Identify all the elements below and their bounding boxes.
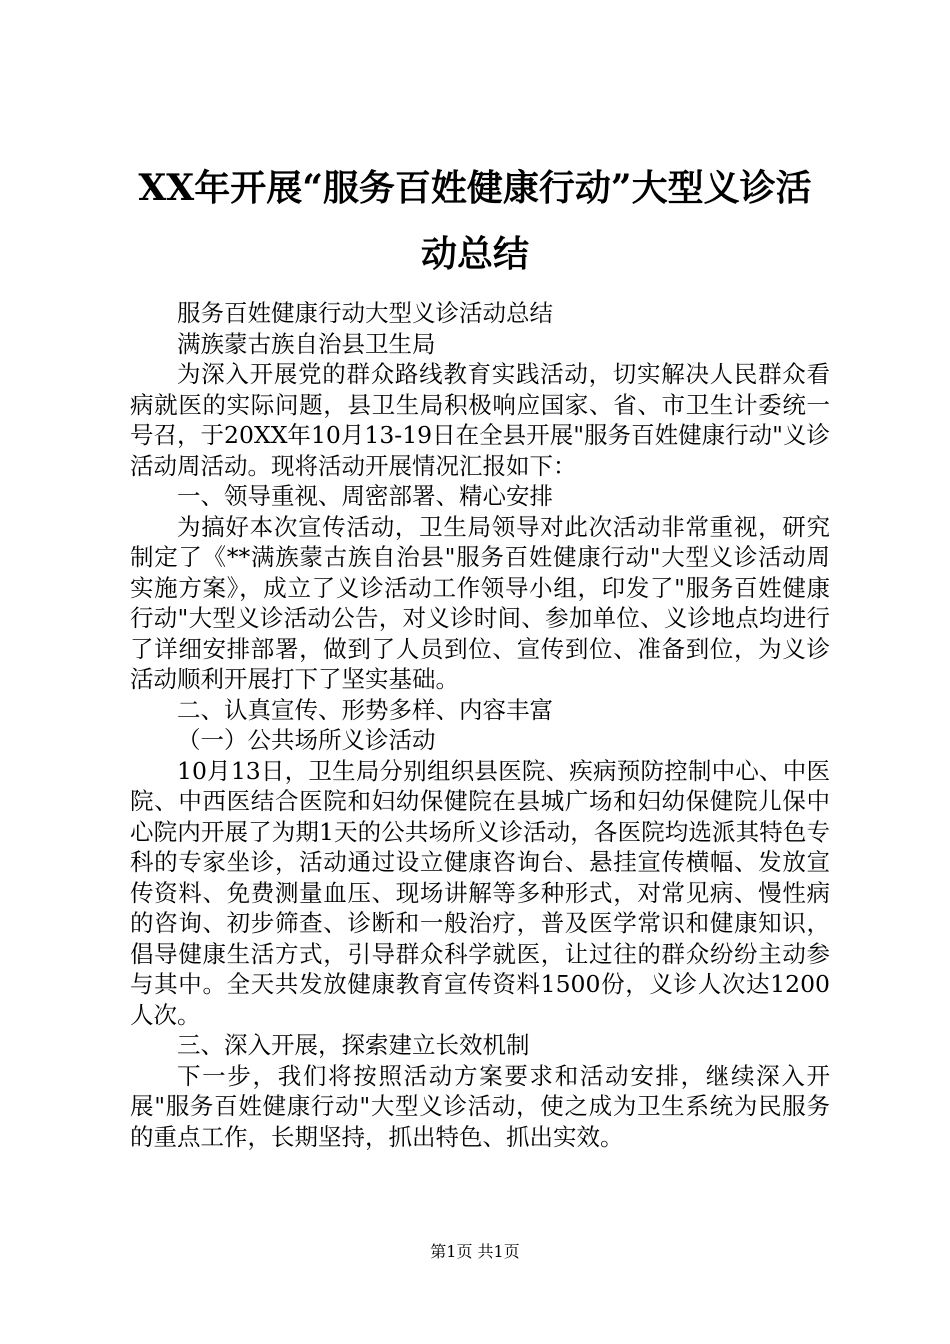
intro-paragraph: 为深入开展党的群众路线教育实践活动，切实解决人民群众看病就医的实际问题，县卫生局积极响应国家、省、市卫生计委统一号召，于20XX年10月13-19日在全县开展"服务百姓健康行动"义诊活动周活动。现将活动开展情况汇报如下： (130, 360, 830, 480)
document-title: XX年开展“服务百姓健康行动”大型义诊活动总结 (138, 167, 812, 275)
author-line: 满族蒙古族自治县卫生局 (177, 329, 436, 358)
section-heading-2: 二、认真宣传、形势多样、内容丰富 (177, 695, 553, 724)
section-2-paragraph: 10月13日，卫生局分别组织县医院、疾病预防控制中心、中医院、中西医结合医院和妇幼保健院在县城广场和妇幼保健院儿保中心院内开展了为期1天的公共场所义诊活动，各医院均选派其特色专科的专家坐诊，活动通过设立健康咨询台、悬挂宣传横幅、发放宣传资料、免费测量血压、现场讲解等多种形式，对常见病、慢性病的咨询、初步筛查、诊断和一般治疗，普及医学常识和健康知识，倡导健康生活方式，引导群众科学就医，让过往的群众纷纷主动参与其中。全天共发放健康教育宣传资料1500份，义诊人次达1200人次。 (130, 756, 830, 1029)
section-heading-3: 三、深入开展，探索建立长效机制 (177, 1031, 530, 1059)
section-heading-1: 一、领导重视、周密部署、精心安排 (177, 482, 553, 510)
section-1-paragraph: 为搞好本次宣传活动，卫生局领导对此次活动非常重视，研究制定了《**满族蒙古族自治县"服务百姓健康行动"大型义诊活动周实施方案》，成立了义诊活动工作领导小组，印发了"服务百姓健康行动"大型义诊活动公告，对义诊时间、参加单位、义诊地点均进行了详细安排部署，做到了人员到位、宣传到位、准备到位，为义诊活动顺利开展打下了坚实基础。 (130, 512, 830, 693)
page-footer: 第1页 共1页 (430, 1242, 520, 1261)
document-body (130, 298, 830, 1152)
subsection-heading-2-1: （一）公共场所义诊活动 (177, 726, 436, 754)
section-3-paragraph: 下一步，我们将按照活动方案要求和活动安排，继续深入开展"服务百姓健康行动"大型义诊活动，使之成为卫生系统为民服务的重点工作，长期坚持，抓出特色、抓出实效。 (130, 1061, 830, 1151)
subtitle-line: 服务百姓健康行动大型义诊活动总结 (177, 299, 553, 327)
